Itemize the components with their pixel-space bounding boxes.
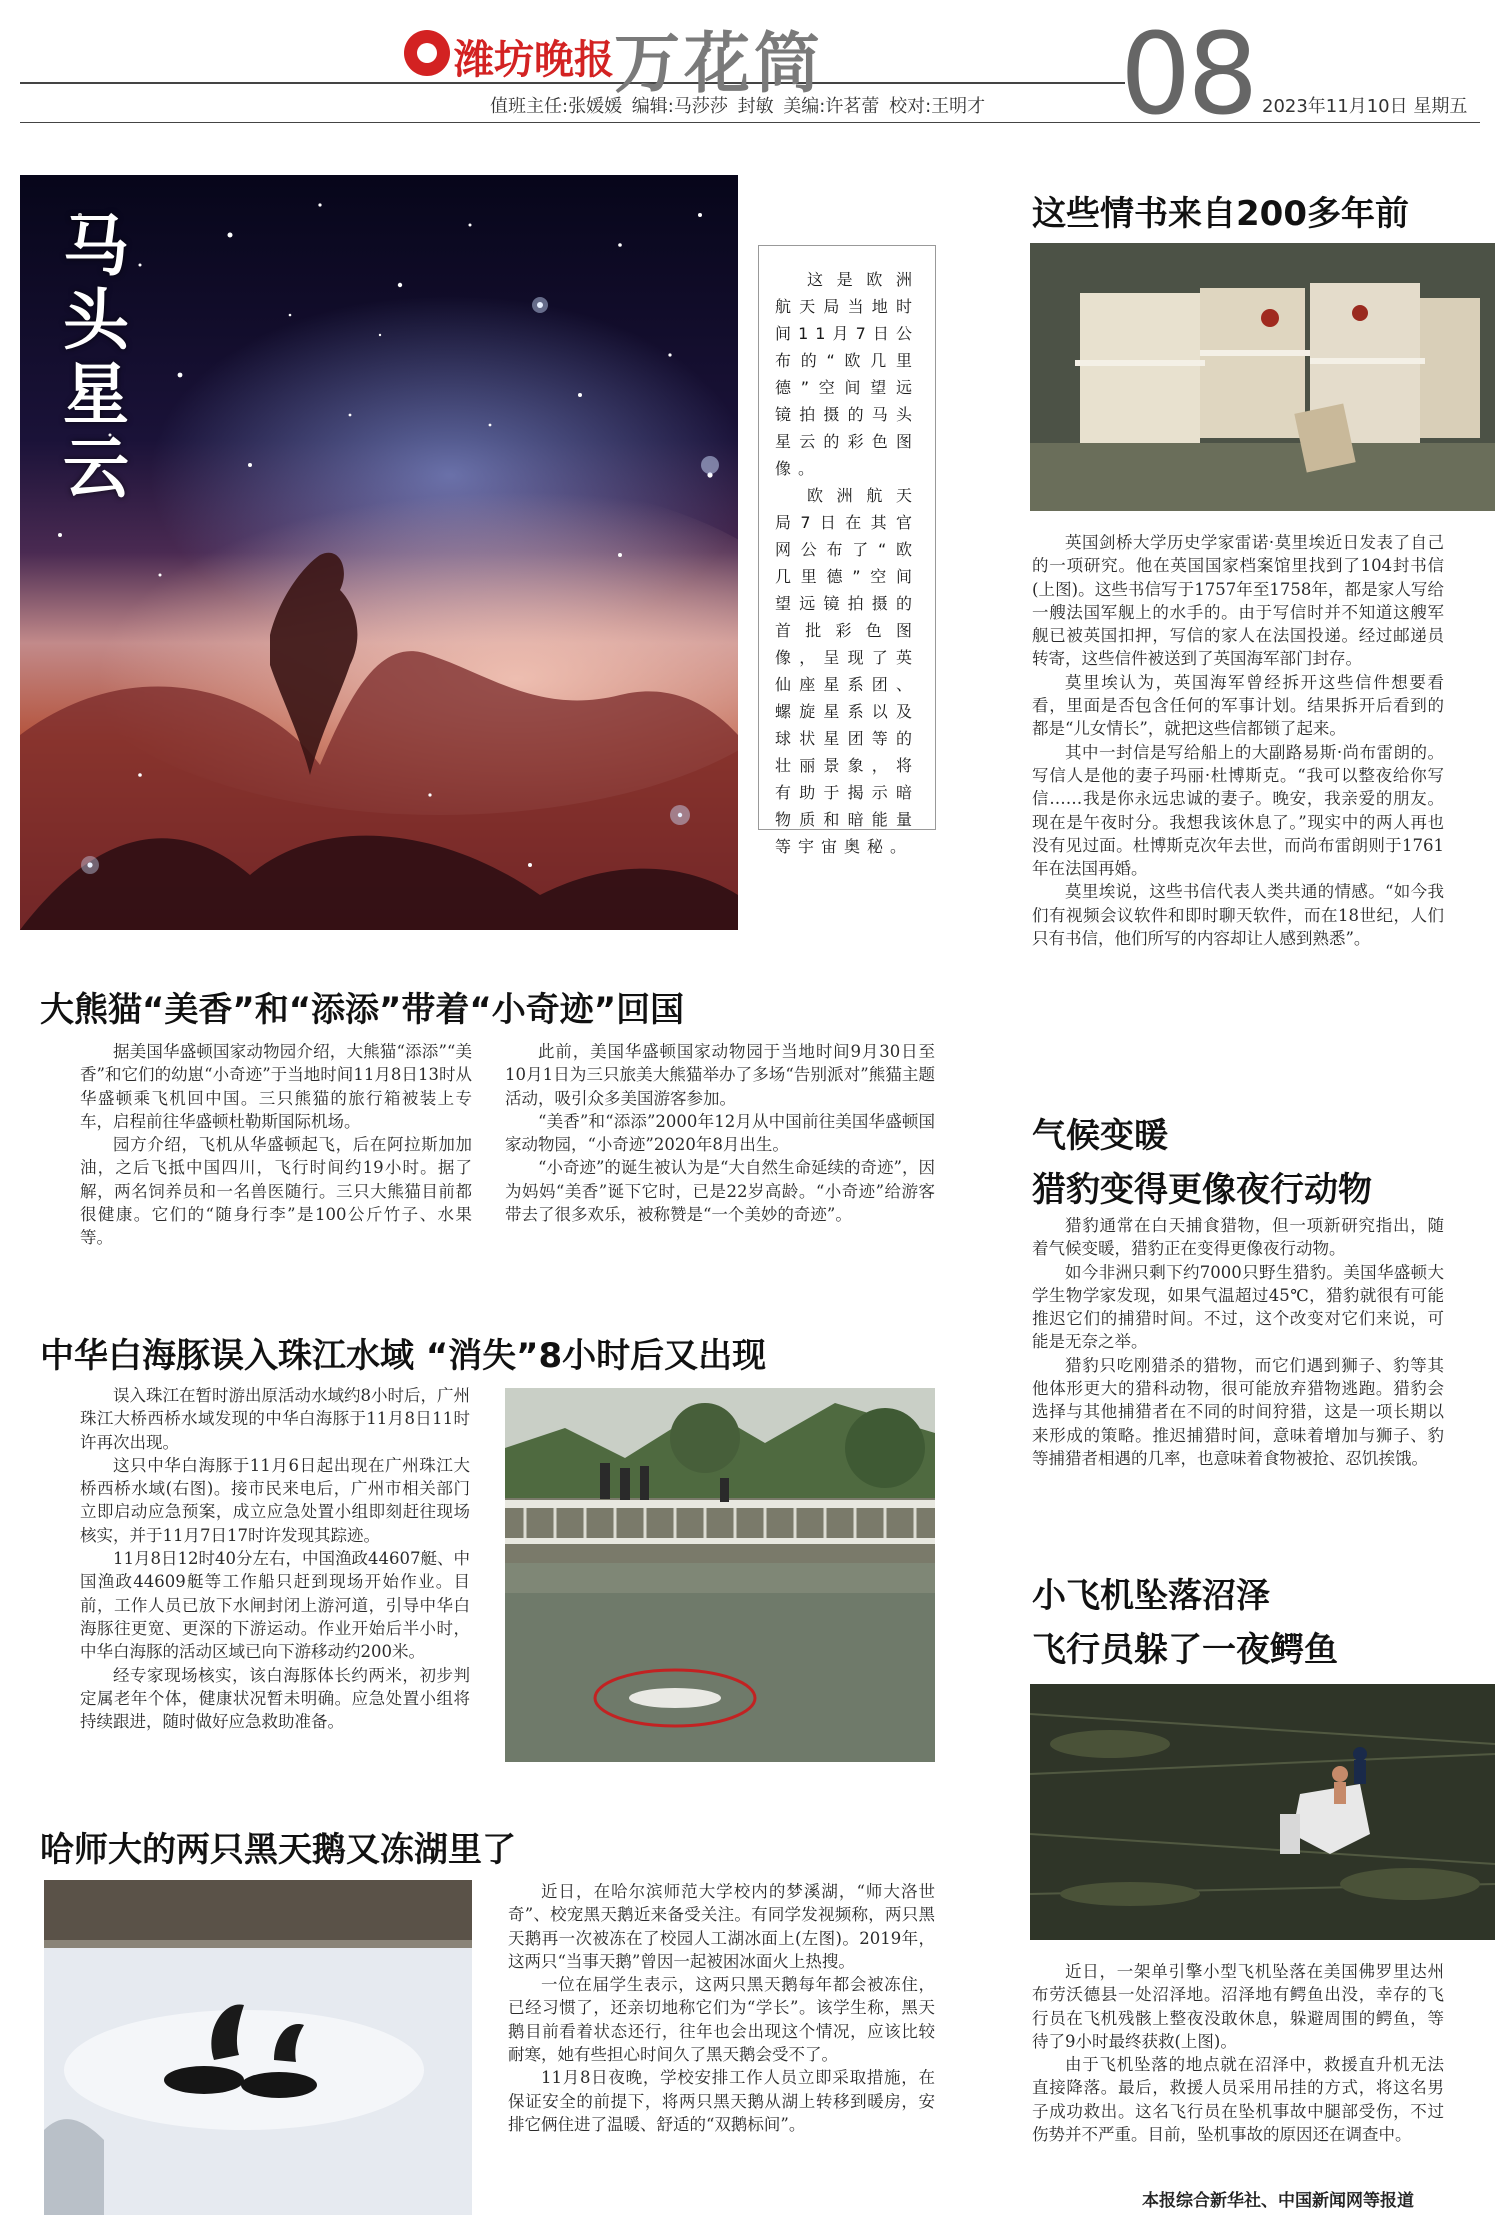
letters-p3: 其中一封信是写给船上的大副路易斯·尚布雷朗的。写信人是他的妻子玛丽·杜博斯克。“我可以整夜给你写信……我是你永远忠诚的妻子。晚安，我亲爱的朋友。现在是午夜时分。我想我该休息了。”现实中的两人再也没有见过面。杜博斯克次年去世，而尚布雷朗则于1761年在法国再婚。 <box>1032 742 1444 879</box>
nebula-caption <box>758 245 936 856</box>
letters-bundle-illustration <box>1030 243 1495 511</box>
page-number: 08 <box>1120 10 1255 140</box>
panda-body-col1 <box>80 1040 472 1250</box>
panda-headline: 大熊猫“美香”和“添添”带着“小奇迹”回国 <box>40 990 685 1030</box>
dolphin-headline: 中华白海豚误入珠江水域 “消失”8小时后又出现 <box>40 1336 767 1376</box>
section-title: 万花筒 <box>614 24 824 102</box>
letters-body <box>1032 531 1444 950</box>
letters-p2: 莫里埃认为，英国海军曾经拆开这些信件想要看看，里面是否包含任何的军事计划。结果拆开后看到的都是“儿女情长”，就把这些信都锁了起来。 <box>1032 672 1444 739</box>
swans-p1: 近日，在哈尔滨师范大学校内的梦溪湖，“师大洛世奇”、校宠黑天鹅近来备受关注。有同学发视频称，两只黑天鹅再一次被冻在了校园人工湖冰面上(左图)。2019年，这两只“当事天鹅”曾因一起被困冰面火上热搜。 <box>508 1882 935 1971</box>
panda-p1: 据美国华盛顿国家动物园介绍，大熊猫“添添”“美香”和它们的幼崽“小奇迹”于当地时间11月8日13时从华盛顿乘飞机回中国。三只熊猫的旅行箱被装上专车，启程前往华盛顿杜勒斯国际机场。 <box>80 1042 472 1131</box>
plane-swamp-illustration <box>1030 1684 1495 1940</box>
newspaper-logo: 潍坊晚报 <box>454 37 614 83</box>
nebula-caption-p2: 欧洲航天局7日在其官网公布了“欧几里德”空间望远镜拍摄的首批彩色图像，呈现了英仙座星系团、螺旋星系以及球状星团等的壮丽景象，将有助于揭示暗物质和暗能量等宇宙奥秘。 <box>775 486 919 856</box>
cheetah-p2: 如今非洲只剩下约7000只野生猎豹。美国华盛顿大学生物学家发现，如果气温超过45℃，猎豹就很有可能推迟它们的捕猎时间。不过，这个改变对它们来说，可能是无奈之举。 <box>1032 1262 1444 1352</box>
nebula-caption-p1: 这是欧洲航天局当地时间11月7日公布的“欧几里德”空间望远镜拍摄的马头星云的彩色图像。 <box>775 270 919 478</box>
plane-body <box>1032 1960 1444 2146</box>
letters-p4: 莫里埃说，这些书信代表人类共通的情感。“如今我们有视频会议软件和即时聊天软件，而在18世纪，人们只有书信，他们所写的内容却让人感到熟悉”。 <box>1032 882 1444 949</box>
letters-p1: 英国剑桥大学历史学家雷诺·莫里埃近日发表了自己的一项研究。他在英国国家档案馆里找到了104封书信(上图)。这些书信写于1757年至1758年，都是家人写给一艘法国军舰上的水手的。由于写信时并不知道这艘军舰已被英国扣押，写信的家人在法国投递。经过邮递员转寄，这些信件被送到了英国海军部门封存。 <box>1032 533 1444 669</box>
panda-p2: 园方介绍，飞机从华盛顿起飞，后在阿拉斯加加油，之后飞抵中国四川，飞行时间约19小时。据了解，两名饲养员和一名兽医随行。三只大熊猫目前都很健康。它们的“随身行李”是100公斤竹子、水果等。 <box>80 1135 472 1248</box>
dolphin-p3: 11月8日12时40分左右，中国渔政44607艇、中国渔政44609艇等工作船只赶到现场开始作业。目前，工作人员已放下水闸封闭上游河道，引导中华白海豚往更宽、更深的下游运动。作业开始后半小时，中华白海豚的活动区域已向下游移动约200米。 <box>80 1549 470 1662</box>
plane-headline-main: 飞行员躲了一夜鳄鱼 <box>1032 1630 1338 1670</box>
issue-date: 2023年11月10日 星期五 <box>1262 96 1468 117</box>
swans-p3: 11月8日夜晚，学校安排工作人员立即采取措施，在保证安全的前提下，将两只黑天鹅从湖上转移到暖房，安排它俩住进了温暖、舒适的“双鹅标间”。 <box>508 2068 935 2134</box>
letters-photo <box>1030 243 1495 511</box>
dolphin-p4: 经专家现场核实，该白海豚体长约两米，初步判定属老年个体，健康状况暂未明确。应急处置小组将持续跟进，随时做好应急救助准备。 <box>80 1665 470 1732</box>
nebula-title: 马头星云 <box>63 208 129 507</box>
cheetah-body <box>1032 1214 1444 1470</box>
swans-ice-illustration <box>44 1880 472 2215</box>
plane-headline-kicker: 小飞机坠落沼泽 <box>1032 1576 1270 1616</box>
swans-photo <box>44 1880 472 2215</box>
swans-body <box>508 1880 935 2136</box>
cheetah-headline-kicker: 气候变暖 <box>1032 1116 1168 1156</box>
panda-p4: “美香”和“添添”2000年12月从中国前往美国华盛顿国家动物园，“小奇迹”2020年8月出生。 <box>505 1111 935 1155</box>
panda-body-col2 <box>505 1040 935 1226</box>
staff-line: 值班主任:张媛媛 编辑:马莎莎 封敏 美编:许茗蕾 校对:王明才 <box>490 96 986 117</box>
source-credit: 本报综合新华社、中国新闻网等报道 <box>1142 2191 1414 2211</box>
dolphin-river-illustration <box>505 1388 935 1762</box>
plane-photo <box>1030 1684 1495 1940</box>
masthead-rule-bottom <box>20 122 1480 123</box>
panda-p5: “小奇迹”的诞生被认为是“大自然生命延续的奇迹”，因为妈妈“美香”诞下它时，已是22岁高龄。“小奇迹”给游客带去了很多欢乐，被称赞是“一个美妙的奇迹”。 <box>505 1158 935 1225</box>
plane-p1: 近日，一架单引擎小型飞机坠落在美国佛罗里达州布劳沃德县一处沼泽地。沼泽地有鳄鱼出没，幸存的飞行员在飞机残骸上整夜没敢休息，躲避周围的鳄鱼，等待了9小时最终获救(上图)。 <box>1032 1962 1444 2051</box>
letters-headline: 这些情书来自200多年前 <box>1032 194 1409 234</box>
swans-p2: 一位在届学生表示，这两只黑天鹅每年都会被冻住，已经习惯了，还亲切地称它们为“学长”。该学生称，黑天鹅目前看着状态还行，往年也会出现这个情况，应该比较耐寒，她有些担心时间久了黑天鹅会受不了。 <box>508 1975 935 2065</box>
swans-headline: 哈师大的两只黑天鹅又冻湖里了 <box>40 1830 516 1870</box>
logo-icon <box>404 30 450 76</box>
cheetah-p3: 猎豹只吃刚猎杀的猎物，而它们遇到狮子、豹等其他体形更大的猎科动物，很可能放弃猎物逃跑。猎豹会选择与其他捕猎者在不同的时间狩猎，这是一项长期以来形成的策略。推迟捕猎时间，意味着增加与狮子、豹等捕猎者相遇的几率，也意味着食物被抢、忍饥挨饿。 <box>1032 1355 1444 1468</box>
dolphin-p2: 这只中华白海豚于11月6日起出现在广州珠江大桥西桥水域(右图)。接市民来电后，广州市相关部门立即启动应急预案，成立应急处置小组即刻赶往现场核实，并于11月7日17时许发现其踪迹。 <box>80 1455 470 1545</box>
cheetah-headline-main: 猎豹变得更像夜行动物 <box>1032 1170 1372 1210</box>
dolphin-body <box>80 1384 470 1733</box>
plane-p2: 由于飞机坠落的地点就在沼泽中，救援直升机无法直接降落。最后，救援人员采用吊挂的方式，将这名男子成功救出。这名飞行员在坠机事故中腿部受伤，不过伤势并不严重。目前，坠机事故的原因还在调查中。 <box>1032 2055 1444 2145</box>
dolphin-photo <box>505 1388 935 1762</box>
dolphin-p1: 误入珠江在暂时游出原活动水域约8小时后，广州珠江大桥西桥水域发现的中华白海豚于11月8日11时许再次出现。 <box>80 1386 470 1452</box>
panda-p3: 此前，美国华盛顿国家动物园于当地时间9月30日至10月1日为三只旅美大熊猫举办了多场“告别派对”熊猫主题活动，吸引众多美国游客参加。 <box>505 1042 935 1108</box>
cheetah-p1: 猎豹通常在白天捕食猎物，但一项新研究指出，随着气候变暖，猎豹正在变得更像夜行动物。 <box>1032 1216 1444 1259</box>
